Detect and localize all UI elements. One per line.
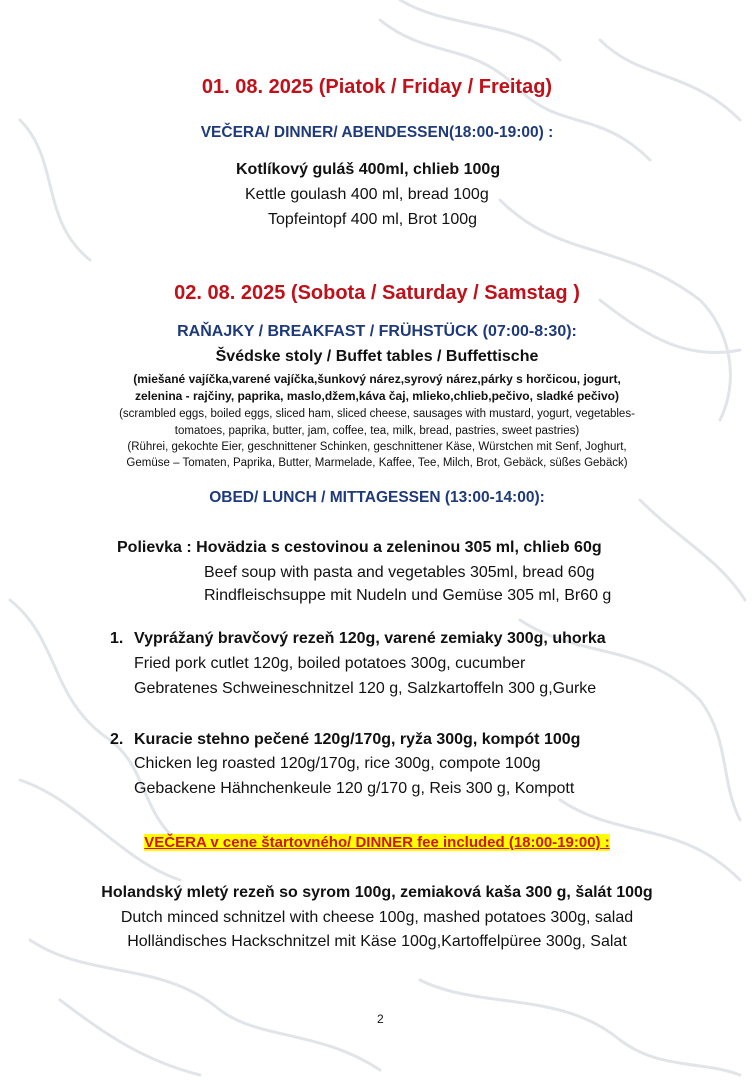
- friday-dish-en: Kettle goulash 400 ml, bread 100g: [245, 186, 489, 203]
- saturday-buffet-de-2: Gemüse – Tomaten, Paprika, Butter, Marmelade, Kaffee, Tee, Milch, Brot, Gebäck, süßes Gebäck): [126, 457, 628, 469]
- main2-sk: Kuracie stehno pečené 120g/170g, ryža 300g, kompót 100g: [134, 731, 581, 748]
- saturday-soup-sk: Polievka : Hovädzia s cestovinou a zeleninou 305 ml, chlieb 60g: [117, 539, 602, 556]
- saturday-dinner-heading-wrap: [0, 834, 754, 852]
- friday-date-heading: 01. 08. 2025 (Piatok / Friday / Freitag): [201, 76, 553, 98]
- main1-de: Gebratenes Schweineschnitzel 120 g, Salzkartoffeln 300 g,Gurke: [134, 680, 597, 697]
- main1-en: Fried pork cutlet 120g, boiled potatoes 300g, cucumber: [134, 655, 526, 672]
- main2-de: Gebackene Hähnchenkeule 120 g/170 g, Reis 300 g, Kompott: [134, 780, 575, 797]
- saturday-buffet-de-1: (Rührei, gekochte Eier, geschnittener Schinken, geschnittener Käse, Würstchen mit Senf, Joghurt,: [127, 441, 627, 453]
- main1-number: 1.: [110, 630, 124, 647]
- saturday-lunch-heading: OBED/ LUNCH / MITTAGESSEN (13:00-14:00):: [209, 489, 545, 506]
- saturday-buffet-sk-1: (miešané vajíčka,varené vajíčka,šunkový nárez,syrový nárez,párky s horčicou, jogurt,: [133, 372, 621, 386]
- saturday-dinner-heading: VEČERA v cene štartovného/ DINNER fee included (18:00-19:00) :: [144, 834, 610, 851]
- saturday-breakfast-heading: RAŇAJKY / BREAKFAST / FRÜHSTÜCK (07:00-8:30):: [177, 323, 577, 340]
- saturday-buffet-en-2: tomatoes, paprika, butter, jam, coffee, tea, milk, bread, pastries, sweet pastries): [174, 425, 580, 437]
- saturday-buffet-sk-2: zelenina - rajčiny, paprika, maslo,džem,káva čaj, mlieko,chlieb,pečivo, sladké pečivo): [135, 389, 619, 403]
- main2-en: Chicken leg roasted 120g/170g, rice 300g, compote 100g: [134, 755, 541, 772]
- saturday-date-heading: 02. 08. 2025 (Sobota / Saturday / Samstag ): [174, 282, 580, 304]
- friday-dinner-heading: VEČERA/ DINNER/ ABENDESSEN(18:00-19:00) :: [200, 124, 554, 141]
- main1-sk: Vyprážaný bravčový rezeň 120g, varené zemiaky 300g, uhorka: [134, 630, 606, 647]
- saturday-buffet-en-1: (scrambled eggs, boiled eggs, sliced ham, sliced cheese, sausages with mustard, yogurt, vegetables-: [119, 408, 635, 420]
- page-number: 2: [377, 1012, 384, 1026]
- saturday-buffet-title: Švédske stoly / Buffet tables / Buffettische: [215, 348, 539, 365]
- saturday-dinner-sk: Holandský mletý rezeň so syrom 100g, zemiaková kaša 300 g, šalát 100g: [101, 884, 653, 901]
- saturday-dinner-de: Holländisches Hackschnitzel mit Käse 100g,Kartoffelpüree 300g, Salat: [127, 933, 627, 950]
- friday-dish-sk: Kotlíkový guláš 400ml, chlieb 100g: [236, 161, 501, 178]
- friday-dish-de: Topfeintopf 400 ml, Brot 100g: [268, 211, 478, 228]
- main2-number: 2.: [110, 731, 124, 748]
- saturday-soup-en: Beef soup with pasta and vegetables 305ml, bread 60g: [204, 564, 595, 581]
- saturday-soup-de: Rindfleischsuppe mit Nudeln und Gemüse 305 ml, Br60 g: [204, 587, 612, 604]
- saturday-dinner-en: Dutch minced schnitzel with cheese 100g, mashed potatoes 300g, salad: [120, 909, 634, 926]
